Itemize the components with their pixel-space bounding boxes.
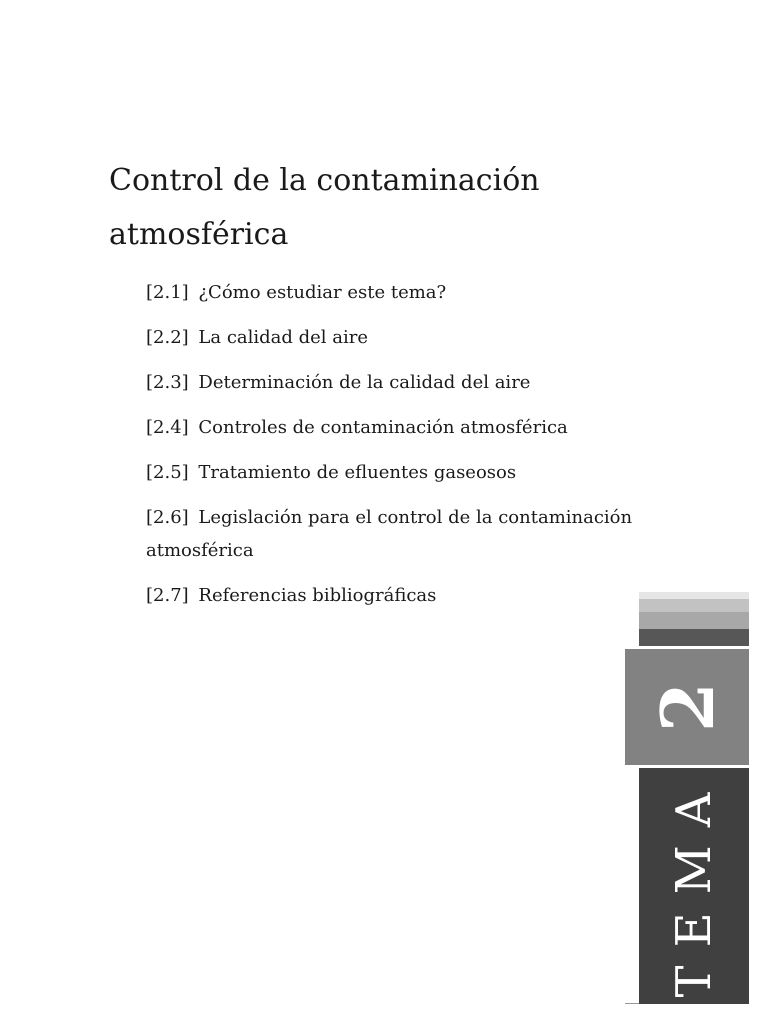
decorative-stripe <box>639 629 749 646</box>
decorative-stripe <box>639 612 749 629</box>
chapter-label-block <box>639 768 749 1004</box>
chapter-number: 2 <box>644 681 730 733</box>
page-title: Control de la contaminación atmosférica <box>109 163 540 252</box>
toc-item <box>146 456 646 489</box>
toc-item-label: La calidad del aire <box>198 327 369 348</box>
toc-item-number: [2.6] <box>146 507 189 528</box>
divider <box>625 1003 639 1004</box>
toc-item-label: Determinación de la calidad del aire <box>198 372 531 393</box>
chapter-label: TEMA <box>666 774 722 998</box>
toc-item <box>146 276 646 309</box>
toc-item <box>146 321 646 354</box>
toc-item-number: [2.3] <box>146 372 189 393</box>
toc-item <box>146 579 646 612</box>
toc-item-number: [2.5] <box>146 462 189 483</box>
chapter-number-block <box>625 649 749 765</box>
decorative-stripe <box>639 599 749 612</box>
toc-item-number: [2.2] <box>146 327 189 348</box>
toc-item-number: [2.7] <box>146 585 189 606</box>
toc-item-number: [2.1] <box>146 282 189 303</box>
table-of-contents <box>146 276 646 624</box>
toc-item-label: Controles de contaminación atmosférica <box>198 417 568 438</box>
toc-item-label: ¿Cómo estudiar este tema? <box>198 282 447 303</box>
toc-item <box>146 366 646 399</box>
toc-item <box>146 411 646 444</box>
toc-item-number: [2.4] <box>146 417 189 438</box>
toc-item-label: Legislación para el control de la contaminación atmosférica <box>146 507 633 561</box>
toc-item <box>146 501 646 567</box>
decorative-stripe <box>639 592 749 599</box>
toc-item-label: Tratamiento de efluentes gaseosos <box>198 462 517 483</box>
toc-item-label: Referencias bibliográficas <box>198 585 437 606</box>
